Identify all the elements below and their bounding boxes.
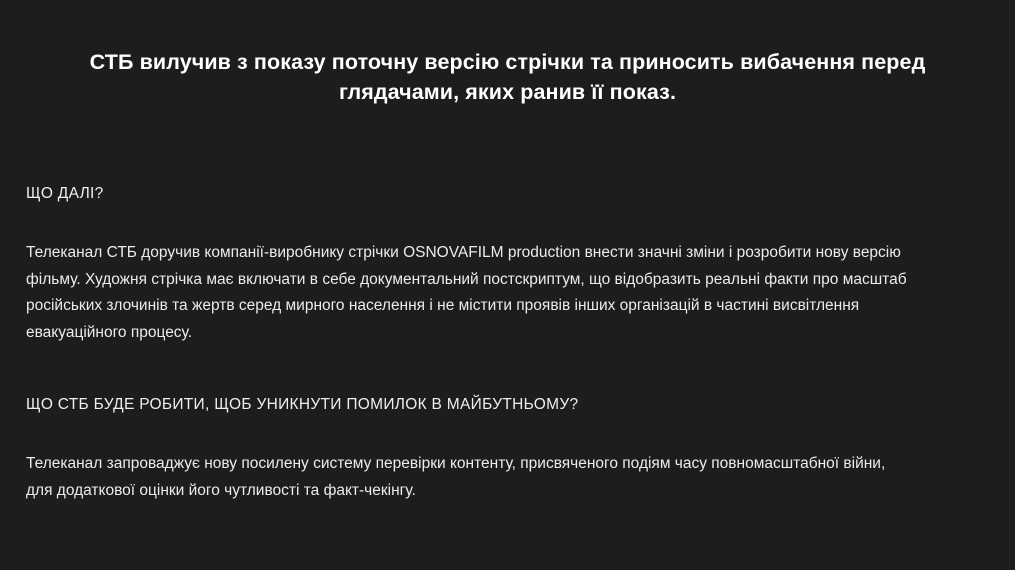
page-headline: СТБ вилучив з показу поточну версію стрічки та приносить вибачення перед глядачами, яких ранив її показ. [89,50,926,104]
section-2-body-wrap [26,451,905,504]
section-1-body-wrap [26,240,955,347]
section-paragraph-what-next: Телеканал СТБ доручив компанії-виробнику стрічки OSNOVAFILM production внести значні зміни і розробити нову версію фільму. Художня стрічка має включати в себе документальний постскриптум, що відобразить реальні факти про масштаб російських злочинів та жертв серед мирного населення і не містити проявів інших організацій в частині висвітлення евакуаційного процесу. [26,244,907,341]
section-paragraph-future-measures: Телеканал запроваджує нову посилену систему перевірки контенту, присвяченого подіям часу повномасштабної війни, для додаткової оцінки його чутливості та факт-чекінгу. [26,455,886,499]
section-2-heading-wrap [26,396,578,414]
section-heading-what-next: ЩО ДАЛІ? [26,185,104,202]
section-1-heading-wrap [26,185,104,203]
section-heading-future-measures: ЩО СТБ БУДЕ РОБИТИ, ЩОБ УНИКНУТИ ПОМИЛОК В МАЙБУТНЬОМУ? [26,396,579,413]
